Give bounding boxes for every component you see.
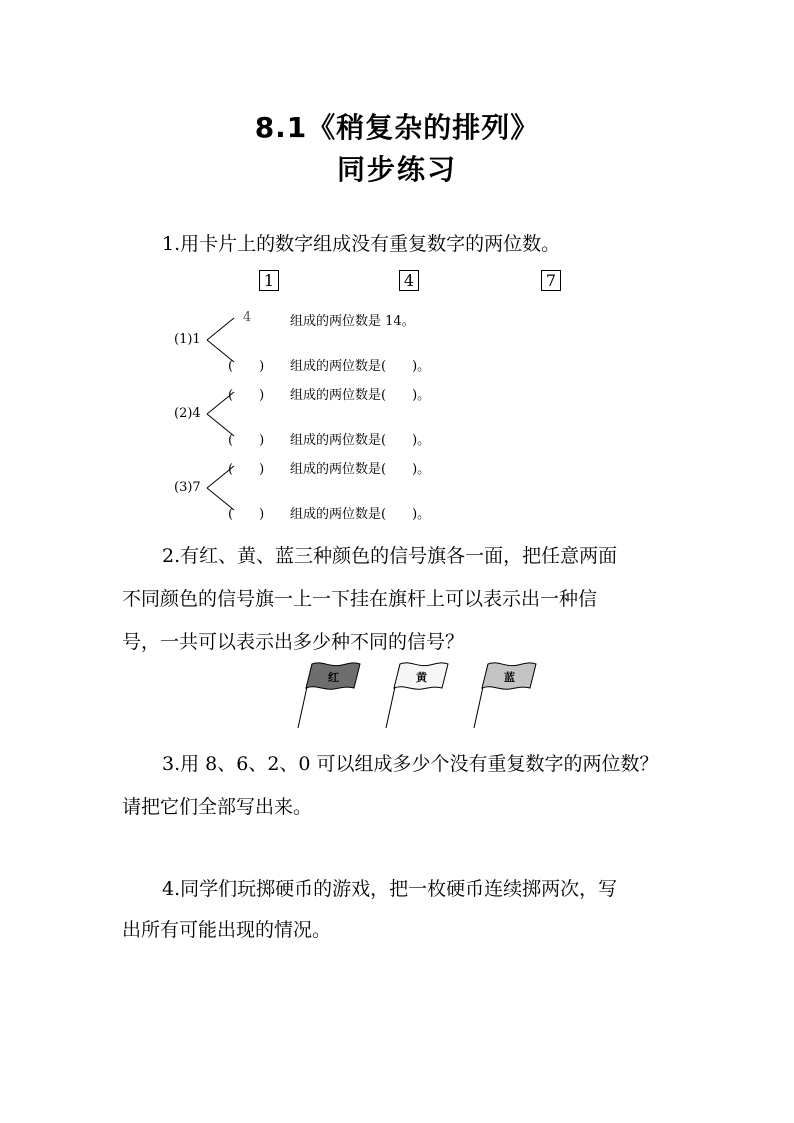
tree-row-text: 组成的两位数是( )。 xyxy=(290,433,431,448)
tree-row-text: 组成的两位数是 14。 xyxy=(290,314,415,329)
number-card-4: 4 xyxy=(399,270,419,291)
flag-label-yellow: 黄 xyxy=(416,671,427,684)
tree-diagram-lines xyxy=(160,300,480,530)
tree-row-text: 组成的两位数是( )。 xyxy=(290,507,431,522)
tree-row-text: 组成的两位数是( )。 xyxy=(290,462,431,477)
tree-row-text: 组成的两位数是( )。 xyxy=(290,359,431,374)
tree-row-blank: ( ) xyxy=(228,462,265,477)
tree-row-blank: ( ) xyxy=(228,388,265,403)
tree-label-3: (3)7 xyxy=(174,480,201,495)
flag-label-red: 红 xyxy=(328,671,339,684)
question-4-line-1: 4.同学们玩掷硬币的游戏，把一枚硬币连续掷两次，写 xyxy=(162,878,618,900)
question-2-line-3: 号，一共可以表示出多少种不同的信号？ xyxy=(122,631,465,653)
question-3-line-1: 3.用 8、6、2、0 可以组成多少个没有重复数字的两位数？ xyxy=(162,753,659,775)
tree-label-2: (2)4 xyxy=(174,406,201,421)
question-2-line-1: 2.有红、黄、蓝三种颜色的信号旗各一面，把任意两面 xyxy=(162,545,618,567)
tree-label-1: (1)1 xyxy=(174,332,201,347)
question-1-text: 1.用卡片上的数字组成没有重复数字的两位数。 xyxy=(162,233,561,255)
signal-flags-illustration xyxy=(290,656,550,736)
number-card-7: 7 xyxy=(541,270,561,291)
question-2-line-2: 不同颜色的信号旗一上一下挂在旗杆上可以表示出一种信 xyxy=(122,588,598,610)
tree-row-blank: ( ) xyxy=(228,359,265,374)
flag-label-blue: 蓝 xyxy=(504,671,515,684)
page-title: 8.1《稍复杂的排列》 xyxy=(254,111,540,144)
tree-row-blank: ( ) xyxy=(228,433,265,448)
tree-row-blank: ( ) xyxy=(228,507,265,522)
page-subtitle: 同步练习 xyxy=(336,153,457,186)
question-4-line-2: 出所有可能出现的情况。 xyxy=(122,919,332,941)
tree-row-blank: 4 xyxy=(243,310,252,325)
tree-branch-1-top xyxy=(207,318,234,340)
tree-row-text: 组成的两位数是( )。 xyxy=(290,388,431,403)
number-card-1: 1 xyxy=(259,270,279,291)
question-3-line-2: 请把它们全部写出来。 xyxy=(122,796,313,818)
